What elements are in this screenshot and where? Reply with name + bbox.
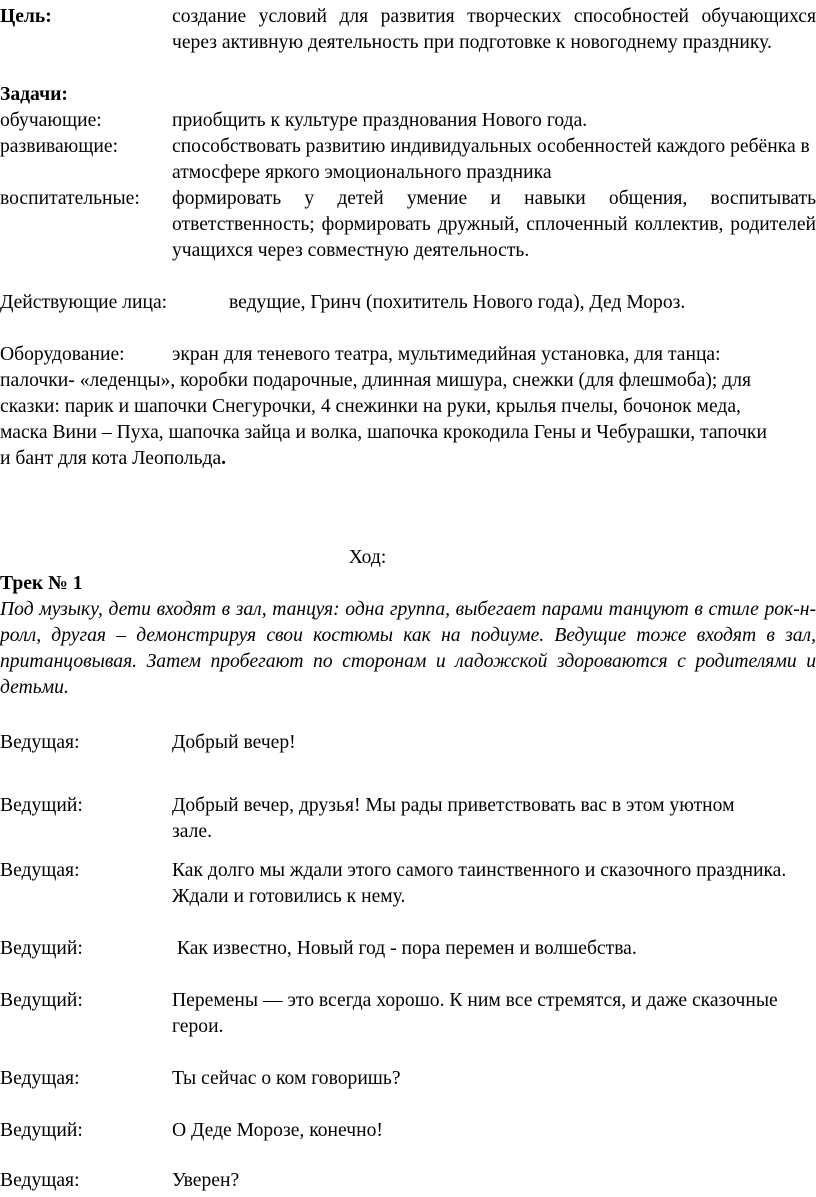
speech: Ты сейчас о ком говоришь?	[172, 1068, 401, 1089]
equipment-label: Оборудование:	[0, 344, 125, 365]
equipment-text-rest	[0, 368, 780, 472]
task-text: приобщить к культуре празднования Нового года.	[172, 110, 588, 131]
speech: Как долго мы ждали этого самого таинственного и сказочного праздника. Ждали и готовились к нему.	[172, 860, 787, 907]
goal-text: создание условий для развития творческих способностей обучающихся через активную деятельность при подготовке к новогоднему празднику.	[172, 6, 816, 53]
speaker: Ведущий:	[0, 1120, 83, 1141]
characters-text: ведущие, Гринч (похититель Нового года), Дед Мороз.	[229, 292, 686, 313]
characters-label: Действующие лица:	[0, 292, 168, 313]
speaker: Ведущий:	[0, 795, 83, 816]
speech: Уверен?	[172, 1170, 240, 1191]
speech: О Деде Морозе, конечно!	[172, 1120, 383, 1141]
speaker: Ведущая:	[0, 732, 80, 753]
task-label: обучающие:	[0, 110, 102, 131]
task-text: способствовать развитию индивидуальных особенностей каждого ребёнка в атмосфере яркого эмоционального праздника	[172, 136, 810, 183]
track-title: Трек № 1	[0, 573, 83, 594]
speaker: Ведущий:	[0, 938, 83, 959]
task-label: воспитательные:	[0, 188, 140, 209]
speech: Перемены — это всегда хорошо. К ним все стремятся, и даже сказочные герои.	[172, 990, 778, 1037]
equipment-end-mark: .	[221, 448, 227, 469]
equipment-text-body: палочки- «леденцы», коробки подарочные, длинная мишура, снежки (для флешмоба); для сказки: парик и шапочки Снегурочки, 4 снежинки на руки, крылья пчелы, бочонок меда, маска Вини – Пуха, шапочка зайца и волка, шапочка крокодила Гены и Чебурашки, тапочки и бант для кота Леопольда	[0, 370, 767, 469]
speech: Добрый вечер!	[172, 732, 296, 753]
speaker: Ведущая:	[0, 1068, 80, 1089]
stage-direction: Под музыку, дети входят в зал, танцуя: одна группа, выбегает парами танцуют в стиле рок-н-ролл, другая – демонстрируя свои костюмы как на подиуме. Ведущие тоже входят в зал, пританцовывая. Затем пробегают по сторонам и ладожской здороваются с родителями и детьми.	[0, 599, 816, 698]
task-label: развивающие:	[0, 136, 119, 157]
speaker: Ведущий:	[0, 990, 83, 1011]
equipment-text-first: экран для теневого театра, мультимедийная установка, для танца:	[172, 344, 721, 365]
speech: Добрый вечер, друзья! Мы рады приветствовать вас в этом уютном зале.	[172, 795, 735, 842]
course-heading: Ход:	[348, 547, 387, 568]
speaker: Ведущая:	[0, 1170, 80, 1191]
tasks-heading: Задачи:	[0, 84, 68, 105]
goal-label: Цель:	[0, 6, 52, 27]
speaker: Ведущая:	[0, 860, 80, 881]
speech: Как известно, Новый год - пора перемен и волшебства.	[172, 938, 637, 959]
task-text: формировать у детей умение и навыки общения, воспитывать ответственность; формировать дружный, сплоченный коллектив, родителей учащихся через совместную деятельность.	[172, 188, 816, 261]
